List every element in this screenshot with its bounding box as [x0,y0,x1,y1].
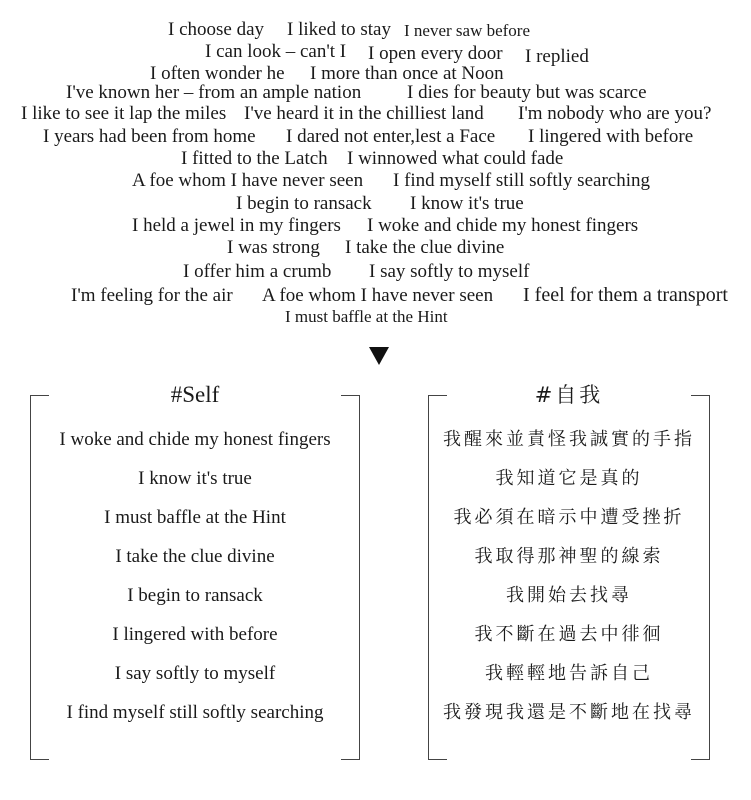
down-arrow-icon [369,347,389,365]
cloud-phrase: I open every door [368,43,503,64]
panel-title: #自我 [534,383,604,407]
phrase-cloud [0,0,751,340]
cloud-phrase: I'm feeling for the air [71,285,233,306]
list-item: I know it's true [138,468,252,489]
cloud-phrase: I say softly to myself [369,261,530,282]
cloud-phrase: I dared not enter,lest a Face [286,126,496,147]
selected-lines-list [428,428,710,740]
cloud-phrase: I was strong [227,237,320,258]
cloud-phrase: I more than once at Noon [310,63,504,84]
list-item: 我不斷在過去中徘徊 [474,624,664,645]
list-item: 我醒來並責怪我誠實的手指 [443,429,695,450]
self-panel-english [30,382,360,760]
cloud-phrase: I replied [525,46,589,67]
cloud-phrase: I've known her – from an ample nation [66,82,362,103]
list-item: I take the clue divine [115,546,275,567]
cloud-phrase: A foe whom I have never seen [132,170,364,191]
list-item: 我必須在暗示中遭受挫折 [453,507,685,528]
cloud-phrase: I woke and chide my honest fingers [367,215,639,236]
self-panel-chinese [428,383,710,760]
cloud-phrase: I never saw before [404,21,531,40]
cloud-phrase: I offer him a crumb [183,261,332,282]
cloud-phrase: I've heard it in the chilliest land [244,103,484,124]
cloud-phrase: I held a jewel in my fingers [132,215,341,236]
cloud-phrase: I years had been from home [43,126,256,147]
list-item: 我取得那神聖的線索 [474,546,664,567]
cloud-phrase: I like to see it lap the miles [21,103,227,124]
cloud-phrase: A foe whom I have never seen [262,285,494,306]
list-item: 我知道它是真的 [495,468,643,489]
list-item: I must baffle at the Hint [104,507,286,528]
cloud-phrase: I'm nobody who are you? [518,103,712,124]
cloud-phrase: I begin to ransack [236,193,372,214]
cloud-phrase: I take the clue divine [345,237,505,258]
cloud-phrase: I feel for them a transport [523,284,728,306]
cloud-phrase: I liked to stay [287,19,391,40]
cloud-phrase: I know it's true [410,193,524,214]
list-item: I say softly to myself [114,663,276,684]
cloud-phrase: I find myself still softly searching [393,170,650,191]
list-item: 我輕輕地告訴自己 [485,663,653,684]
cloud-phrase: I lingered with before [528,126,694,147]
list-item: I lingered with before [112,624,278,645]
cloud-phrase: I choose day [168,19,265,40]
cloud-phrase: I often wonder he [150,63,285,84]
cloud-phrase: I fitted to the Latch [181,148,328,169]
cloud-phrase: I must baffle at the Hint [285,307,448,326]
list-item: 我發現我還是不斷地在找尋 [443,702,695,723]
list-item: I begin to ransack [127,585,263,606]
list-item: 我開始去找尋 [506,585,632,606]
list-item: I woke and chide my honest fingers [59,429,331,450]
selected-lines-list [30,428,360,740]
list-item: I find myself still softly searching [66,702,324,723]
cloud-phrase: I winnowed what could fade [347,148,564,169]
panel-title: #Self [170,382,220,407]
cloud-phrase: I dies for beauty but was scarce [407,82,647,103]
cloud-phrase: I can look – can't I [205,41,347,62]
